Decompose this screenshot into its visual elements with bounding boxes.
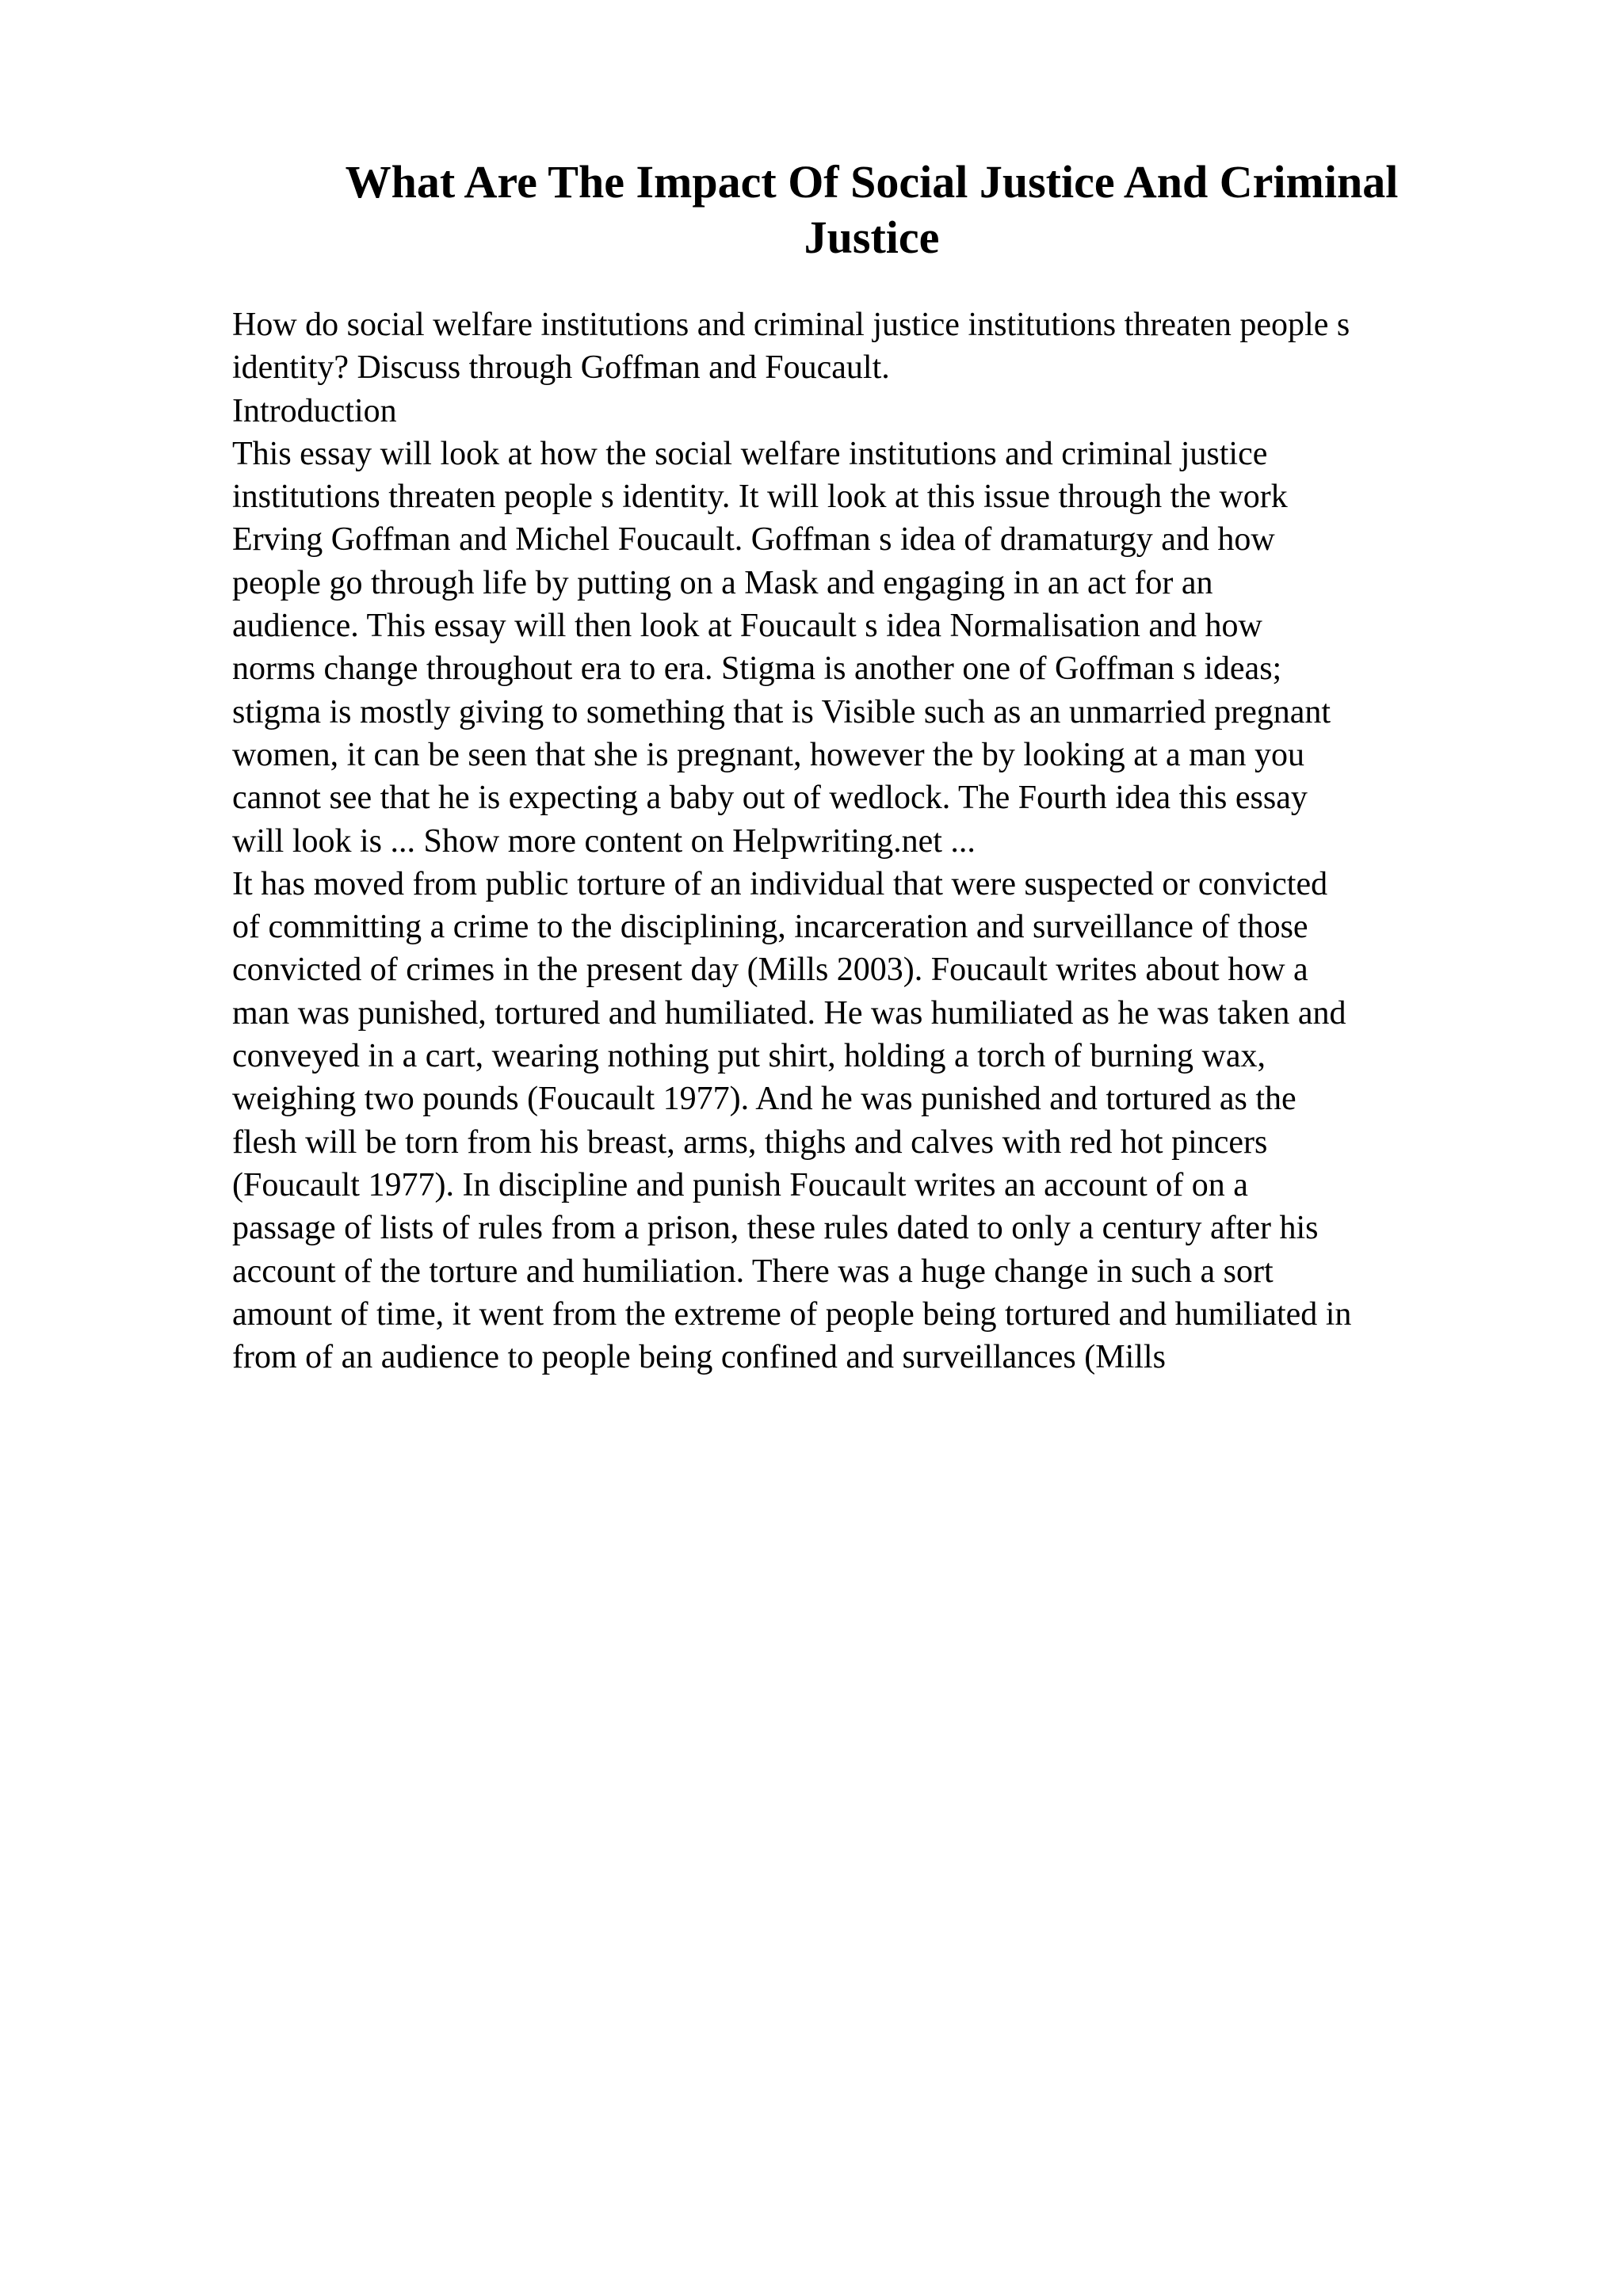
body-line: passage of lists of rules from a prison, these rules dated to only a century after his (232, 1210, 1319, 1247)
body-line: conveyed in a cart, wearing nothing put shirt, holding a torch of burning wax, (232, 1038, 1266, 1075)
body-line: of committing a crime to the disciplining, incarceration and surveillance of those (232, 909, 1308, 946)
body-line: man was punished, tortured and humiliated. He was humiliated as he was taken and (232, 994, 1346, 1032)
body-line: stigma is mostly giving to something that is Visible such as an unmarried pregnant (232, 693, 1331, 730)
body-line: account of the torture and humiliation. There was a huge change in such a sort (232, 1253, 1274, 1290)
body-line: convicted of crimes in the present day (Mills 2003). Foucault writes about how a (232, 952, 1308, 989)
body-line: institutions threaten people s identity. It will look at this issue through the work (232, 479, 1288, 516)
body-line: (Foucault 1977). In discipline and punish Foucault writes an account of on a (232, 1166, 1248, 1203)
body-line: cannot see that he is expecting a baby out of wedlock. The Fourth idea this essay (232, 780, 1308, 817)
body-line: from of an audience to people being confined and surveillances (Mills (232, 1339, 1166, 1376)
body-line: weighing two pounds (Foucault 1977). And he was punished and tortured as the (232, 1081, 1296, 1118)
body-line: identity? Discuss through Goffman and Foucault. (232, 349, 890, 387)
title-line: What Are The Impact Of Social Justice And Criminal (345, 156, 1399, 208)
body-line: This essay will look at how the social welfare institutions and criminal justice (232, 435, 1268, 472)
title-line: Justice (804, 212, 940, 263)
body-line: Erving Goffman and Michel Foucault. Goffman s idea of dramaturgy and how (232, 521, 1275, 559)
body-line: amount of time, it went from the extreme of people being tortured and humiliated in (232, 1295, 1352, 1333)
body-line: flesh will be torn from his breast, arms, thighs and calves with red hot pincers (232, 1123, 1268, 1161)
document-body (232, 303, 1500, 1379)
section-heading-introduction: Introduction (232, 392, 397, 429)
body-line: women, it can be seen that she is pregnant, however the by looking at a man you (232, 736, 1304, 773)
document-title (301, 154, 1442, 265)
body-line: How do social welfare institutions and criminal justice institutions threaten people s (232, 307, 1350, 343)
body-line: norms change throughout era to era. Stigma is another one of Goffman s ideas; (232, 650, 1282, 688)
body-line: people go through life by putting on a Mask and engaging in an act for an (232, 564, 1213, 601)
body-line-show-more: will look is ... Show more content on Helpwriting.net ... (232, 822, 976, 860)
body-line: It has moved from public torture of an individual that were suspected or convicted (232, 865, 1328, 902)
body-line: audience. This essay will then look at Foucault s idea Normalisation and how (232, 608, 1262, 645)
